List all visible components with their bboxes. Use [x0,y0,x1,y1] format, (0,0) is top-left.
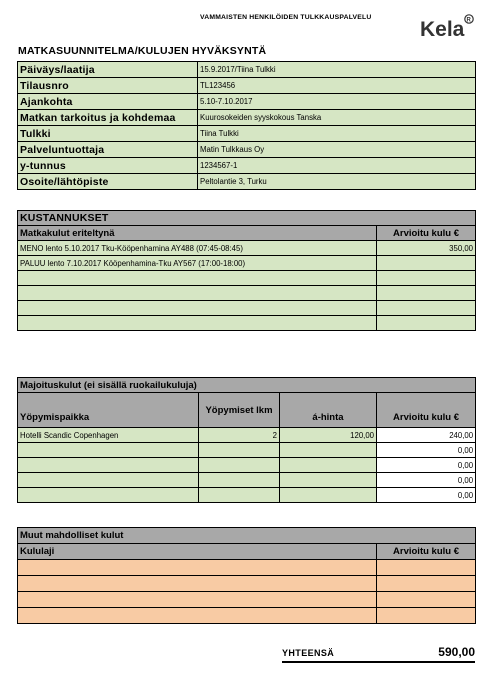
accommodation-row-place [18,488,199,503]
plan-row-label: Tilausnro [18,78,198,94]
accommodation-row-cost: 0,00 [377,473,476,488]
plan-row-label: Ajankohta [18,94,198,110]
other-row [18,592,476,608]
travel-row-cost [377,256,476,271]
other-costs-table [17,527,476,624]
svg-text:R: R [466,17,471,24]
place-header: Yöpymispaikka [18,393,199,428]
accommodation-row-nights: 2 [199,428,280,443]
accommodation-row [18,458,476,473]
total-value: 590,00 [438,645,475,659]
plan-table [17,61,476,190]
plan-row-value: TL123456 [198,78,476,94]
travel-row [18,286,476,301]
accommodation-table [17,377,476,503]
travel-row-cost [377,301,476,316]
accommodation-row [18,488,476,503]
plan-row [18,174,476,190]
travel-row-desc [18,301,377,316]
other-type-header: Kululaji [18,544,377,560]
accommodation-row-cost: 0,00 [377,488,476,503]
plan-row [18,110,476,126]
travel-row-cost: 350,00 [377,241,476,256]
costs-title: KUSTANNUKSET [18,211,476,226]
other-row [18,560,476,576]
accommodation-row-price [280,458,377,473]
total-label: YHTEENSÄ [282,648,335,658]
other-row-type [18,608,377,624]
kela-logo [420,13,476,41]
accommodation-row-nights [199,473,280,488]
travel-row [18,271,476,286]
travel-row-desc: PALUU lento 7.10.2017 Kööpenhamina-Tku AY567 (17:00-18:00) [18,256,377,271]
plan-row-label: Matkan tarkoitus ja kohdemaa [18,110,198,126]
other-row [18,608,476,624]
plan-row [18,158,476,174]
travel-row [18,316,476,331]
accommodation-row [18,443,476,458]
accommodation-row-place: Hotelli Scandic Copenhagen [18,428,199,443]
travel-costs-table [17,210,476,331]
travel-row-cost [377,286,476,301]
accommodation-row-cost: 240,00 [377,428,476,443]
travel-row [18,241,476,256]
travel-row-cost [377,271,476,286]
travel-row-desc: MENO lento 5.10.2017 Tku-Kööpenhamina AY488 (07:45-08:45) [18,241,377,256]
plan-row-value: Tiina Tulkki [198,126,476,142]
plan-row-value: Peltolantie 3, Turku [198,174,476,190]
plan-row-value: 1234567-1 [198,158,476,174]
plan-row [18,62,476,78]
travel-row-desc [18,286,377,301]
plan-row [18,126,476,142]
logo-text: Kela [420,18,465,41]
total-row [282,645,475,663]
plan-row-label: y-tunnus [18,158,198,174]
service-name: VAMMAISTEN HENKILÖIDEN TULKKAUSPALVELU [200,14,372,21]
travel-row-desc [18,316,377,331]
other-cost-header: Arvioitu kulu € [377,544,476,560]
other-row-cost [377,608,476,624]
accommodation-row-place [18,458,199,473]
other-row-cost [377,576,476,592]
plan-row [18,94,476,110]
travel-row [18,301,476,316]
accommodation-row-price [280,443,377,458]
plan-row-label: Tulkki [18,126,198,142]
plan-row [18,142,476,158]
accommodation-title: Majoituskulut (ei sisällä ruokailukuluja) [18,378,476,393]
plan-row-label: Osoite/lähtöpiste [18,174,198,190]
plan-row-value: Matin Tulkkaus Oy [198,142,476,158]
plan-row-value: Kuurosokeiden syyskokous Tanska [198,110,476,126]
other-row [18,576,476,592]
other-row-type [18,560,377,576]
accommodation-row-cost: 0,00 [377,443,476,458]
plan-row-label: Palveluntuottaja [18,142,198,158]
plan-row [18,78,476,94]
accommodation-row-price [280,473,377,488]
plan-title: MATKASUUNNITELMA/KULUJEN HYVÄKSYNTÄ [18,45,267,57]
accommodation-row-place [18,473,199,488]
accommodation-cost-header: Arvioitu kulu € [377,393,476,428]
other-row-type [18,576,377,592]
accommodation-row-nights [199,458,280,473]
accommodation-row-price: 120,00 [280,428,377,443]
accommodation-row-place [18,443,199,458]
price-header: á-hinta [280,393,377,428]
accommodation-row-nights [199,488,280,503]
plan-row-value: 5.10-7.10.2017 [198,94,476,110]
plan-row-value: 15.9.2017/Tiina Tulkki [198,62,476,78]
accommodation-row-cost: 0,00 [377,458,476,473]
accommodation-row-nights [199,443,280,458]
accommodation-row-price [280,488,377,503]
other-row-cost [377,592,476,608]
nights-header: Yöpymiset lkm [199,393,280,428]
plan-row-label: Päiväys/laatija [18,62,198,78]
travel-row-cost [377,316,476,331]
travel-row [18,256,476,271]
other-title: Muut mahdolliset kulut [18,528,476,544]
other-row-cost [377,560,476,576]
travel-cost-header: Arvioitu kulu € [377,226,476,241]
other-row-type [18,592,377,608]
accommodation-row [18,428,476,443]
travel-desc-header: Matkakulut eriteltynä [18,226,377,241]
accommodation-row [18,473,476,488]
travel-row-desc [18,271,377,286]
